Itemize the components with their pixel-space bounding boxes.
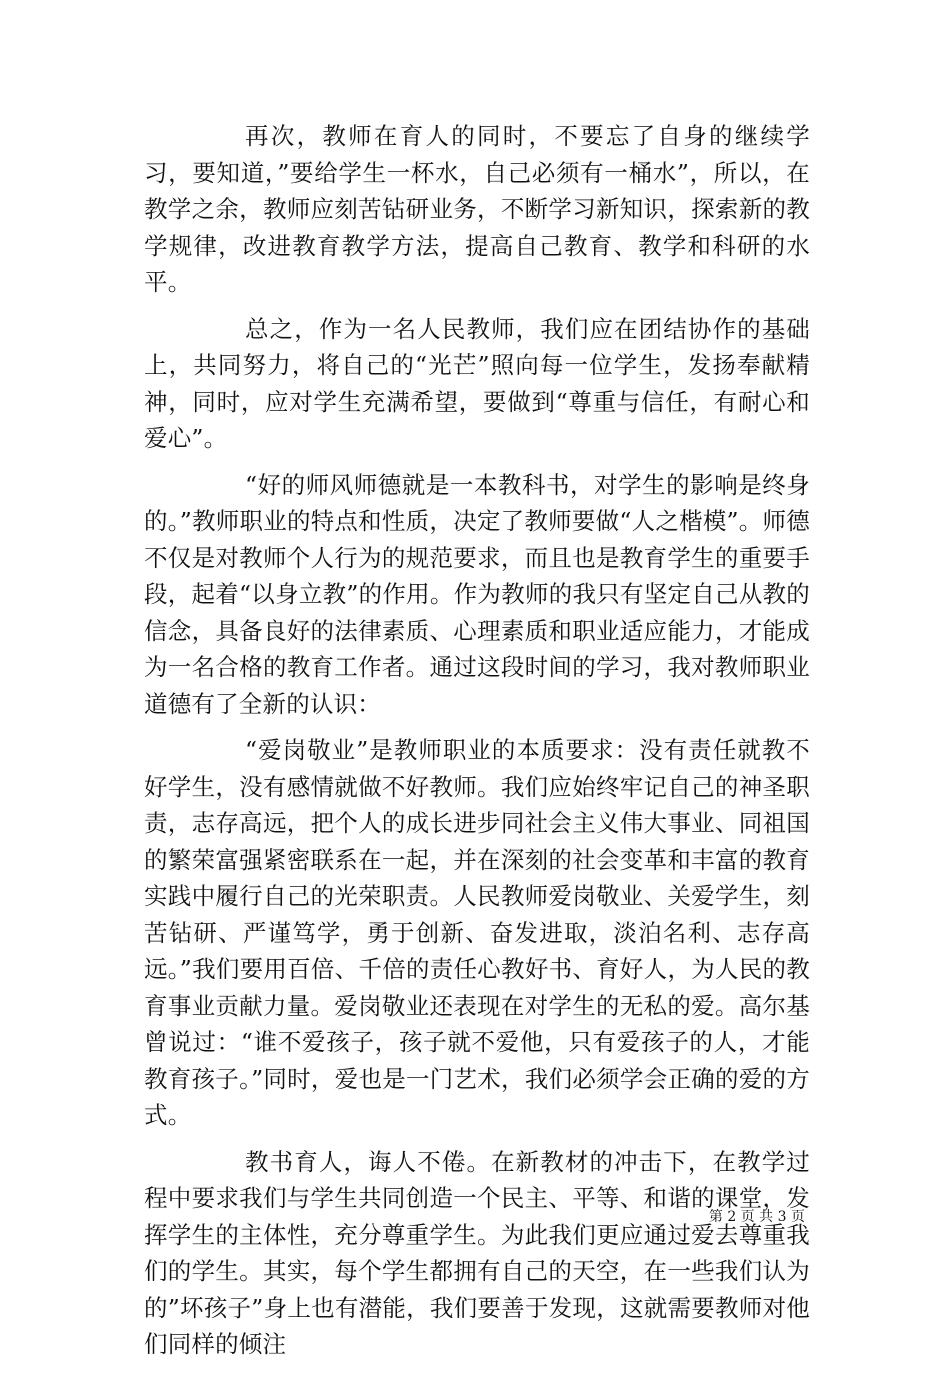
- paragraph-5: 教书育人，诲人不倦。在新教材的冲击下，在教学过程中要求我们与学生共同创造一个民主、平等、和谐的课堂，发挥学生的主体性，充分尊重学生。为此我们更应通过爱去尊重我们的学生。其实，每个学生都拥有自己的天空，在一些我们认为的”坏孩子”身上也有潜能，我们要善于发现，这就需要教师对他们同样的倾注: [144, 1147, 810, 1358]
- paragraph-4: “爱岗敬业”是教师职业的本质要求：没有责任就教不好学生，没有感情就做不好教师。我们应始终牢记自己的神圣职责，志存高远，把个人的成长进步同社会主义伟大事业、同祖国的繁荣富强紧密联系在一起，并在深刻的社会变革和丰富的教育实践中履行自己的光荣职责。人民教师爱岗敬业、关爱学生，刻苦钻研、严谨笃学，勇于创新、奋发进取，淡泊名利、志存高远。”我们要用百倍、千倍的责任心教好书、育好人，为人民的教育事业贡献力量。爱岗敬业还表现在对学生的无私的爱。高尔基曾说过：“谁不爱孩子，孩子就不爱他，只有爱孩子的人，才能教育孩子。”同时，爱也是一门艺术，我们必须学会正确的爱的方式。: [144, 736, 810, 1129]
- paragraph-3: “好的师风师德就是一本教科书，对学生的影响是终身的。”教师职业的特点和性质，决定了教师要做“人之楷模”。师德不仅是对教师个人行为的规范要求，而且也是教育学生的重要手段，起着“以身立教”的作用。作为教师的我只有坚定自己从教的信念，具备良好的法律素质、心理素质和职业适应能力，才能成为一名合格的教育工作者。通过这段时间的学习，我对教师职业道德有了全新的认识：: [144, 470, 810, 718]
- page-number-footer: 第 2 页 共 3 页: [708, 1209, 805, 1225]
- paragraph-2: 总之，作为一名人民教师，我们应在团结协作的基础上，共同努力，将自己的“光芒”照向每一位学生，发扬奉献精神，同时，应对学生充满希望，要做到“尊重与信任，有耐心和爱心”。: [144, 314, 810, 452]
- document-body: [144, 118, 810, 1373]
- paragraph-1: 再次，教师在育人的同时，不要忘了自身的继续学习，要知道，”要给学生一杯水，自己必须有一桶水”，所以，在教学之余，教师应刻苦钻研业务，不断学习新知识，探索新的教学规律，改进教育教学方法，提高自己教育、教学和科研的水平。: [144, 122, 810, 296]
